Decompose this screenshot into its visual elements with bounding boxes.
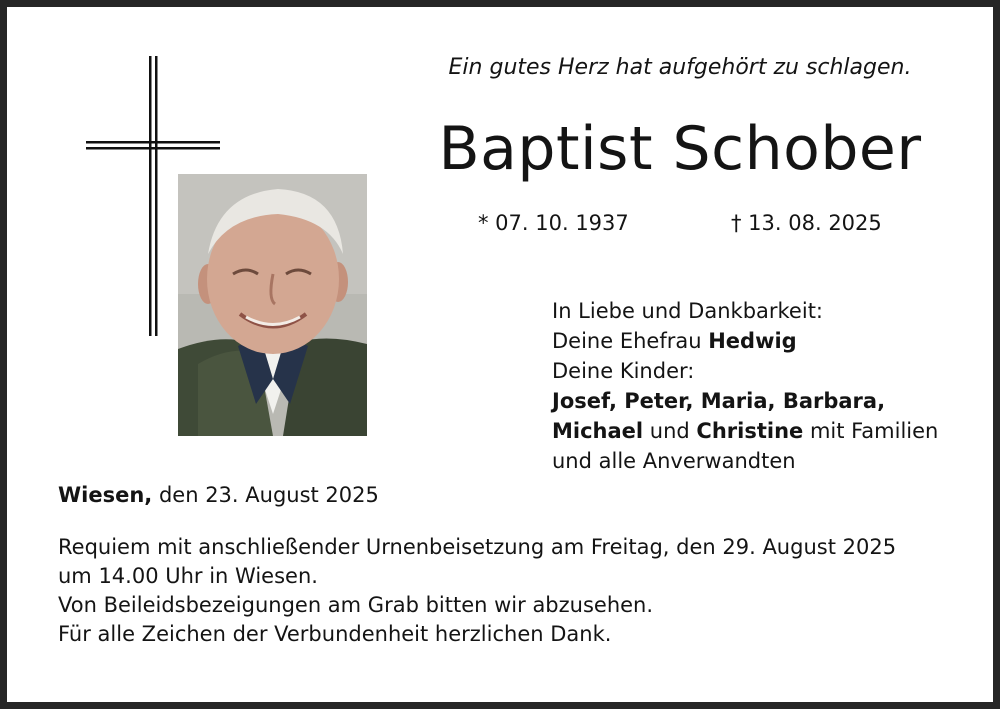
families-text: mit Familien: [803, 419, 939, 443]
und-text: und: [643, 419, 697, 443]
spouse-prefix: Deine Ehefrau: [552, 329, 709, 353]
children-line-2: [552, 416, 992, 446]
mourners-block: [552, 296, 992, 476]
death-date: † 13. 08. 2025: [731, 211, 882, 235]
child-christine: Christine: [696, 419, 804, 443]
spouse-name: Hedwig: [708, 329, 797, 353]
notice-line-1: Requiem mit anschließender Urnenbeisetzung am Freitag, den 29. August 2025: [58, 535, 897, 559]
children-line-1: [552, 386, 992, 416]
deceased-name: Baptist Schober: [438, 114, 922, 184]
place-date: [58, 480, 379, 510]
relatives-line: und alle Anverwandten: [552, 449, 796, 473]
mourners-intro: In Liebe und Dankbarkeit:: [552, 299, 824, 323]
funeral-notice: [58, 533, 896, 649]
children-names: Josef, Peter, Maria, Barbara,: [552, 389, 886, 413]
child-michael: Michael: [552, 419, 644, 443]
motto-text: Ein gutes Herz hat aufgehört zu schlagen.: [448, 55, 912, 80]
spouse-line: [552, 326, 992, 356]
notice-line-3: Von Beileidsbezeigungen am Grab bitten wir abzusehen.: [58, 593, 654, 617]
portrait-photo: [178, 174, 367, 436]
birth-date: * 07. 10. 1937: [478, 211, 629, 235]
date-text: den 23. August 2025: [152, 483, 379, 507]
place-name: Wiesen,: [58, 483, 153, 507]
children-label: Deine Kinder:: [552, 359, 695, 383]
notice-line-4: Für alle Zeichen der Verbundenheit herzlichen Dank.: [58, 622, 612, 646]
notice-line-2: um 14.00 Uhr in Wiesen.: [58, 564, 318, 588]
